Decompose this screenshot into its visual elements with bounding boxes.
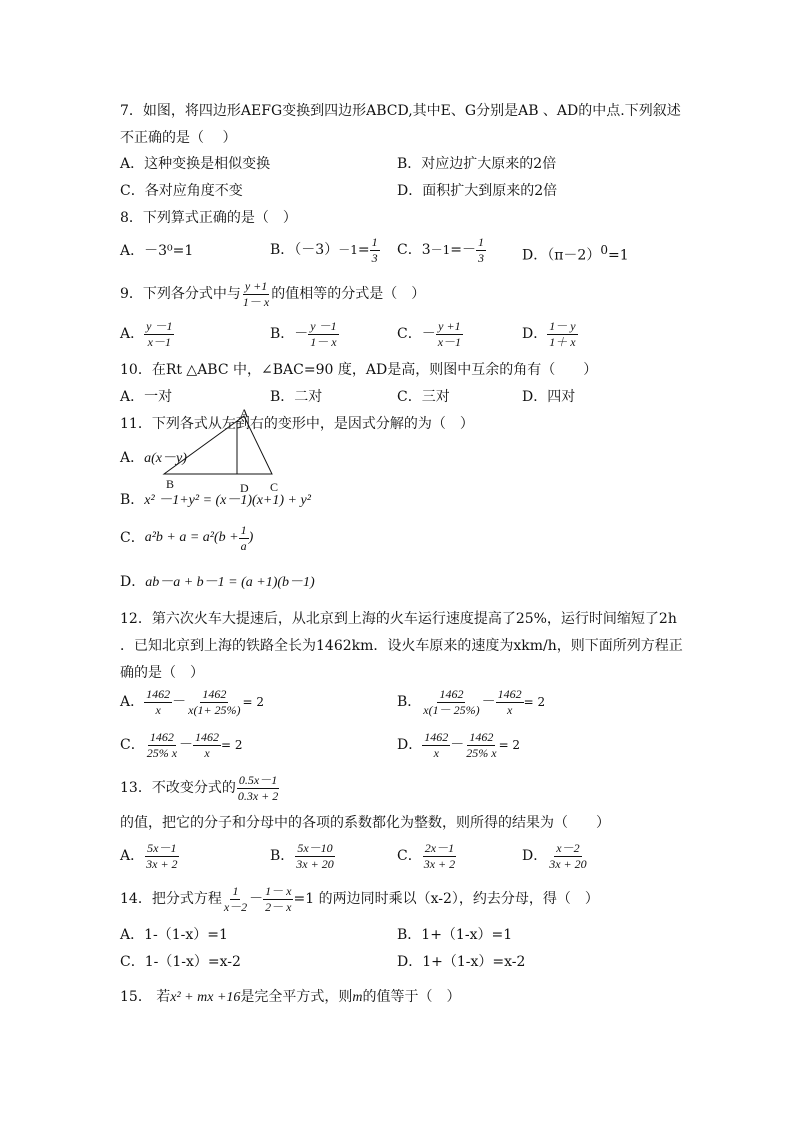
numerator: y －1 bbox=[146, 319, 173, 333]
q7-stem-line2: 不正确的是（ ） bbox=[120, 130, 237, 146]
numerator: x－2 bbox=[556, 841, 580, 855]
q11-b-expression: x² －1+y² = (x－1)(x+1) + y² bbox=[144, 493, 311, 508]
denominator: a bbox=[240, 538, 247, 553]
q12-a-fraction-1 bbox=[144, 688, 172, 716]
q15-expression: x² + mx +16 bbox=[170, 990, 241, 1005]
q8-d-base: D．（π－2） bbox=[522, 247, 601, 264]
q10-option-b: B．二对 bbox=[270, 389, 323, 405]
minus-sign: － bbox=[450, 737, 465, 754]
q13-stem-prefix: 13．不改变分式的 bbox=[120, 780, 236, 797]
q11-option-c bbox=[120, 524, 253, 552]
numerator: 1 bbox=[371, 235, 378, 249]
numerator: 1－ y bbox=[549, 319, 576, 333]
vertex-label-b: B bbox=[166, 477, 175, 491]
q11-c-fraction bbox=[239, 524, 249, 552]
denominator: 3x + 20 bbox=[549, 856, 587, 871]
equals-two: = 2 bbox=[523, 695, 546, 710]
option-label: A． bbox=[120, 694, 145, 711]
denominator: 2－ x bbox=[265, 899, 292, 914]
denominator: 25% x bbox=[466, 745, 497, 760]
q13-option-a bbox=[120, 842, 180, 870]
option-label: D． bbox=[120, 574, 146, 590]
numerator: 1 bbox=[478, 235, 484, 249]
numerator: 0.5x－1 bbox=[238, 773, 278, 787]
q14-stem bbox=[120, 885, 599, 913]
denominator: 3 bbox=[371, 250, 378, 265]
numerator: 1462 bbox=[202, 687, 227, 701]
q9-b-fraction bbox=[308, 320, 338, 348]
denominator: 0.3x + 2 bbox=[237, 788, 279, 803]
q10-option-d: D．四对 bbox=[522, 389, 576, 405]
option-label: D． bbox=[522, 326, 548, 343]
q8-option-d bbox=[522, 244, 629, 263]
q10-stem: 10．在Rt △ABC 中，∠BAC=90 度，AD是高，则图中互余的角有（ ） bbox=[120, 362, 598, 378]
q9-stem bbox=[120, 280, 425, 308]
q7-option-a: A．这种变换是相似变换 bbox=[120, 156, 271, 172]
q15-stem bbox=[120, 990, 461, 1005]
numerator: y +1 bbox=[244, 279, 268, 293]
q13-c-fraction bbox=[422, 842, 457, 870]
triangle-abc bbox=[164, 416, 272, 474]
q8-b-equals: = bbox=[357, 242, 370, 259]
q9-d-fraction bbox=[547, 320, 577, 348]
q8-option-c bbox=[397, 236, 486, 264]
q8-stem: 8．下列算式正确的是（ ） bbox=[120, 210, 297, 226]
q9-stem-suffix: 的值相等的分式是（ ） bbox=[271, 286, 426, 303]
q8-c-exponent: －1 bbox=[430, 243, 451, 258]
q11-c-prefix: a²b + a = a²(b + bbox=[144, 530, 239, 546]
q12-stem-line3: 确的是（ ） bbox=[120, 665, 204, 681]
numerator: 2x－1 bbox=[424, 841, 455, 855]
denominator: x(1－ 25%) bbox=[423, 702, 480, 717]
numerator: y －1 bbox=[310, 319, 337, 333]
q8-c-base: C．3 bbox=[397, 242, 431, 259]
option-label: C． bbox=[120, 530, 145, 547]
q11-a-expression: a(x－y) bbox=[144, 451, 187, 466]
minus-sign: － bbox=[172, 694, 187, 711]
option-label: C． bbox=[397, 848, 422, 865]
q13-d-fraction bbox=[547, 842, 588, 870]
option-label: C． bbox=[397, 326, 422, 343]
q8-c-equals: =－ bbox=[450, 242, 476, 259]
q15-stem-prefix: 15． 若 bbox=[120, 989, 171, 1005]
triangle-figure bbox=[160, 410, 280, 490]
numerator: 1462 bbox=[469, 730, 494, 744]
q8-d-exponent: 0 bbox=[600, 243, 608, 257]
equals-two: = 2 bbox=[242, 695, 265, 710]
q8-option-b bbox=[270, 236, 380, 264]
q9-option-c bbox=[397, 320, 463, 348]
q7-option-c: C．各对应角度不变 bbox=[120, 183, 243, 199]
q9-c-fraction bbox=[436, 320, 463, 348]
q9-stem-prefix: 9．下列各分式中与 bbox=[120, 286, 241, 303]
minus-sign: － bbox=[179, 737, 194, 754]
q10-option-a: A．一对 bbox=[120, 389, 173, 405]
option-label: A． bbox=[120, 848, 145, 865]
q15-stem-suffix: 的值等于（ ） bbox=[362, 989, 461, 1005]
q7-stem-line1: 7．如图，将四边形AEFG变换到四边形ABCD,其中E、G分别是AB 、AD的中点.下列叙述 bbox=[120, 103, 681, 119]
q8-b-base: B．（－3） bbox=[270, 242, 339, 259]
q12-stem-line1: 12．第六次火车大提速后，从北京到上海的火车运行速度提高了25%，运行时间缩短了2h bbox=[120, 611, 677, 627]
denominator: 3x + 2 bbox=[146, 856, 178, 871]
q8-b-exponent: －1 bbox=[338, 243, 358, 258]
q11-option-d bbox=[120, 575, 315, 590]
q9-a-fraction bbox=[144, 320, 174, 348]
numerator: 5x－1 bbox=[147, 841, 177, 855]
denominator: 3x + 20 bbox=[296, 856, 334, 871]
denominator: 1－ x bbox=[310, 334, 337, 349]
q9-option-a bbox=[120, 320, 174, 348]
equals-two: = 2 bbox=[221, 738, 243, 753]
q12-stem-line2: ．已知北京到上海的铁路全长为1462km．设火车原来的速度为xkm/h，则下面所列方程正 bbox=[120, 638, 683, 654]
option-label: B． bbox=[120, 492, 145, 508]
denominator: x bbox=[204, 745, 210, 760]
minus-sign: － bbox=[294, 326, 309, 343]
q13-stem-fraction bbox=[236, 774, 280, 802]
vertex-label-d: D bbox=[240, 481, 249, 495]
q15-variable-m: m bbox=[352, 990, 363, 1005]
q12-d-fraction-2 bbox=[464, 731, 498, 759]
option-label: B． bbox=[270, 326, 295, 343]
q8-option-a: A．－3⁰=1 bbox=[120, 243, 194, 259]
option-label: A． bbox=[120, 326, 145, 343]
q14-fraction-2 bbox=[263, 885, 293, 913]
numerator: 1－ x bbox=[265, 884, 292, 898]
q12-option-c bbox=[120, 731, 243, 759]
q14-fraction-1 bbox=[222, 885, 249, 913]
denominator: x bbox=[433, 745, 439, 760]
q11-d-expression: ab－a + b－1 = (a +1)(b－1) bbox=[145, 575, 315, 590]
q11-c-suffix: ) bbox=[248, 530, 254, 546]
q12-d-fraction-1 bbox=[422, 731, 450, 759]
q13-b-fraction bbox=[294, 842, 335, 870]
q12-b-fraction-2 bbox=[496, 688, 524, 716]
minus-sign: － bbox=[249, 891, 264, 908]
denominator: x－2 bbox=[223, 899, 248, 914]
denominator: 3x + 2 bbox=[423, 856, 456, 871]
q12-a-fraction-2 bbox=[186, 688, 242, 716]
denominator: x(1+ 25%) bbox=[188, 702, 241, 717]
numerator: 1462 bbox=[195, 730, 220, 744]
denominator: 25% x bbox=[146, 745, 178, 760]
q12-c-fraction-1 bbox=[145, 731, 179, 759]
numerator: 1 bbox=[240, 523, 247, 537]
numerator: 1462 bbox=[497, 687, 522, 701]
option-label: C． bbox=[120, 737, 145, 754]
q12-option-d bbox=[397, 731, 520, 759]
q12-option-a bbox=[120, 688, 264, 716]
q13-stem bbox=[120, 774, 280, 802]
option-label: D． bbox=[397, 737, 423, 754]
minus-sign: － bbox=[421, 326, 436, 343]
q14-option-a: A．1-（1-x）=1 bbox=[120, 927, 228, 943]
q8-b-fraction bbox=[370, 236, 380, 264]
denominator: 1＋ x bbox=[549, 334, 576, 349]
q9-stem-fraction bbox=[241, 280, 271, 308]
vertex-label-a: A bbox=[240, 406, 249, 420]
denominator: 1－ x bbox=[242, 294, 270, 309]
vertex-label-c: C bbox=[270, 480, 279, 494]
numerator: 1462 bbox=[424, 730, 449, 744]
q8-d-result: =1 bbox=[607, 247, 629, 264]
q13-a-fraction bbox=[144, 842, 179, 870]
option-label: D． bbox=[522, 848, 548, 865]
q7-option-d: D．面积扩大到原来的2倍 bbox=[397, 183, 558, 199]
denominator: x－1 bbox=[147, 334, 171, 349]
q8-c-fraction bbox=[476, 236, 486, 264]
q13-option-c bbox=[397, 842, 457, 870]
q11-option-b bbox=[120, 493, 311, 508]
numerator: 1 bbox=[232, 884, 239, 898]
q10-option-c: C．三对 bbox=[397, 389, 450, 405]
q9-option-b bbox=[270, 320, 339, 348]
q14-option-d: D．1+（1-x）=x-2 bbox=[397, 954, 526, 970]
numerator: 5x－10 bbox=[297, 841, 333, 855]
q14-stem-prefix: 14．把分式方程 bbox=[120, 891, 222, 908]
denominator: x bbox=[155, 702, 161, 717]
q9-option-d bbox=[522, 320, 578, 348]
q13-option-b bbox=[270, 842, 336, 870]
numerator: y +1 bbox=[438, 319, 461, 333]
equals-two: = 2 bbox=[498, 738, 521, 753]
q12-c-fraction-2 bbox=[193, 731, 221, 759]
q12-option-b bbox=[397, 688, 545, 716]
q15-stem-middle: 是完全平方式，则 bbox=[240, 989, 353, 1005]
denominator: x bbox=[506, 702, 513, 717]
q11-stem: 11．下列各式从左到右的变形中，是因式分解的为（ ） bbox=[120, 416, 474, 432]
minus-sign: － bbox=[481, 694, 496, 711]
q13-option-d bbox=[522, 842, 589, 870]
numerator: 1462 bbox=[149, 730, 174, 744]
option-label: A． bbox=[120, 450, 145, 466]
q14-option-c: C．1-（1-x）=x-2 bbox=[120, 954, 241, 970]
q7-option-b: B．对应边扩大原来的2倍 bbox=[397, 156, 557, 172]
numerator: 1462 bbox=[439, 687, 464, 701]
q12-b-fraction-1 bbox=[421, 688, 481, 716]
denominator: x－1 bbox=[437, 334, 462, 349]
option-label: B． bbox=[397, 694, 422, 711]
q14-option-b: B．1+（1-x）=1 bbox=[397, 927, 513, 943]
q13-stem-line2: 的值，把它的分子和分母中的各项的系数都化为整数，则所得的结果为（ ） bbox=[120, 815, 610, 831]
q14-stem-suffix: =1 的两边同时乘以（x-2），约去分母，得（ ） bbox=[293, 891, 599, 908]
numerator: 1462 bbox=[146, 687, 171, 701]
denominator: 3 bbox=[478, 250, 484, 265]
option-label: B． bbox=[270, 848, 295, 865]
